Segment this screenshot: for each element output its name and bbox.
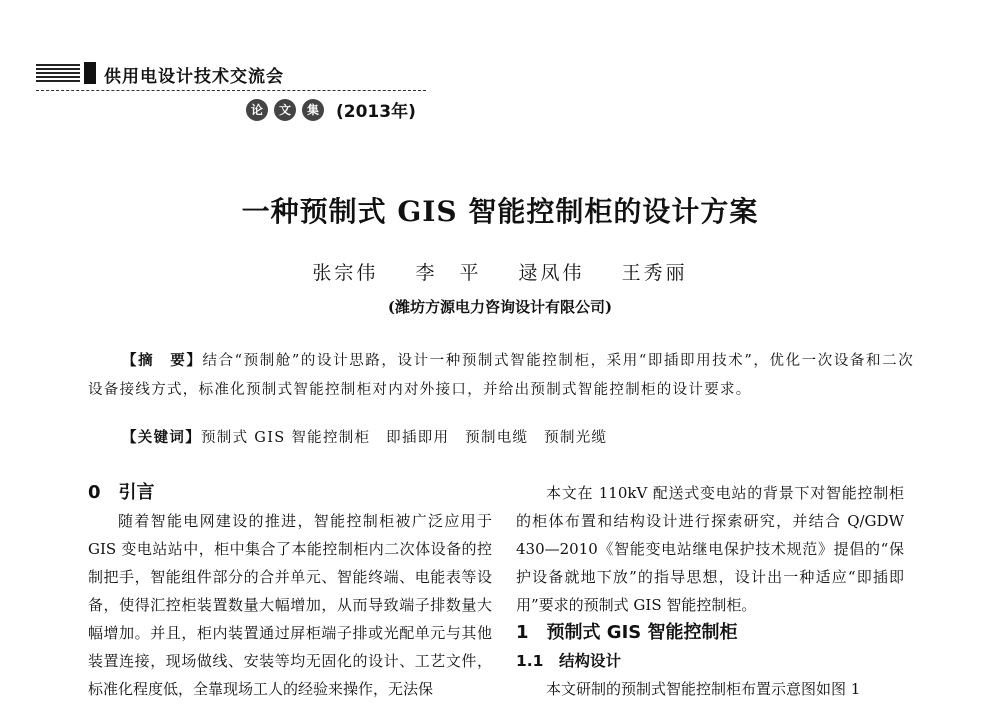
author: 王秀丽 xyxy=(621,262,688,284)
author: 张宗伟 xyxy=(312,262,379,284)
collection-seal-3: 集 xyxy=(302,99,324,121)
body-column-right xyxy=(516,479,904,703)
structure-paragraph: 本文研制的预制式智能控制柜布置示意图如图 1 xyxy=(546,680,861,698)
header-marker-block xyxy=(84,62,96,84)
body-column-left xyxy=(88,479,492,703)
keywords xyxy=(122,426,607,447)
intro-paragraph-2: 本文在 110kV 配送式变电站的背景下对智能控制柜的柜体布置和结构设计进行探索研究，并结合 Q/GDW 430—2010《智能变电站继电保护技术规范》提倡的“保护设备就地下放”的指导思想，设计出一种适应“即插即用”要求的预制式 GIS 智能控制柜。 xyxy=(516,484,904,614)
section-heading-intro: 0 引言 xyxy=(88,482,155,503)
section-heading-1: 1 预制式 GIS 智能控制柜 xyxy=(516,622,738,643)
collection-year: (2013年) xyxy=(336,102,416,122)
collection-label xyxy=(246,97,416,122)
header-rule xyxy=(36,90,426,91)
keywords-text: 预制式 GIS 智能控制柜 即插即用 预制电缆 预制光缆 xyxy=(201,430,608,446)
affiliation: (潍坊方源电力咨询设计有限公司) xyxy=(387,298,613,316)
abstract-label: 【摘 要】 xyxy=(122,352,203,369)
paper-title: 一种预制式 GIS 智能控制柜的设计方案 xyxy=(241,195,759,228)
collection-seal-2: 文 xyxy=(274,99,296,121)
header-decoration-bars xyxy=(36,64,80,84)
abstract-text: 结合“预制舱”的设计思路，设计一种预制式智能控制柜，采用“即插即用技术”，优化一次设备和二次设备接线方式，标准化预制式智能控制柜对内对外接口，并给出预制式智能控制柜的设计要求。 xyxy=(88,353,915,398)
subsection-heading-1-1: 1.1 结构设计 xyxy=(516,652,621,670)
abstract xyxy=(88,346,914,405)
author-list xyxy=(0,258,1000,285)
conference-name: 供用电设计技术交流会 xyxy=(104,67,284,87)
collection-seal-1: 论 xyxy=(246,99,268,121)
intro-paragraph: 随着智能电网建设的推进，智能控制柜被广泛应用于 GIS 变电站站中，柜中集合了本能控制柜内二次体设备的控制把手，智能组件部分的合并单元、智能终端、电能表等设备，使得汇控柜装置数量大幅增加，从而导致端子排数量大幅增加。并且，柜内装置通过屏柜端子排或光配单元与其他装置连接，现场做线、安装等均无固化的设计、工艺文件，标准化程度低，全靠现场工人的经验来操作，无法保 xyxy=(88,512,492,698)
author: 逯凤伟 xyxy=(518,262,585,284)
keywords-label: 【关键词】 xyxy=(122,429,201,446)
author: 李 平 xyxy=(415,262,482,284)
